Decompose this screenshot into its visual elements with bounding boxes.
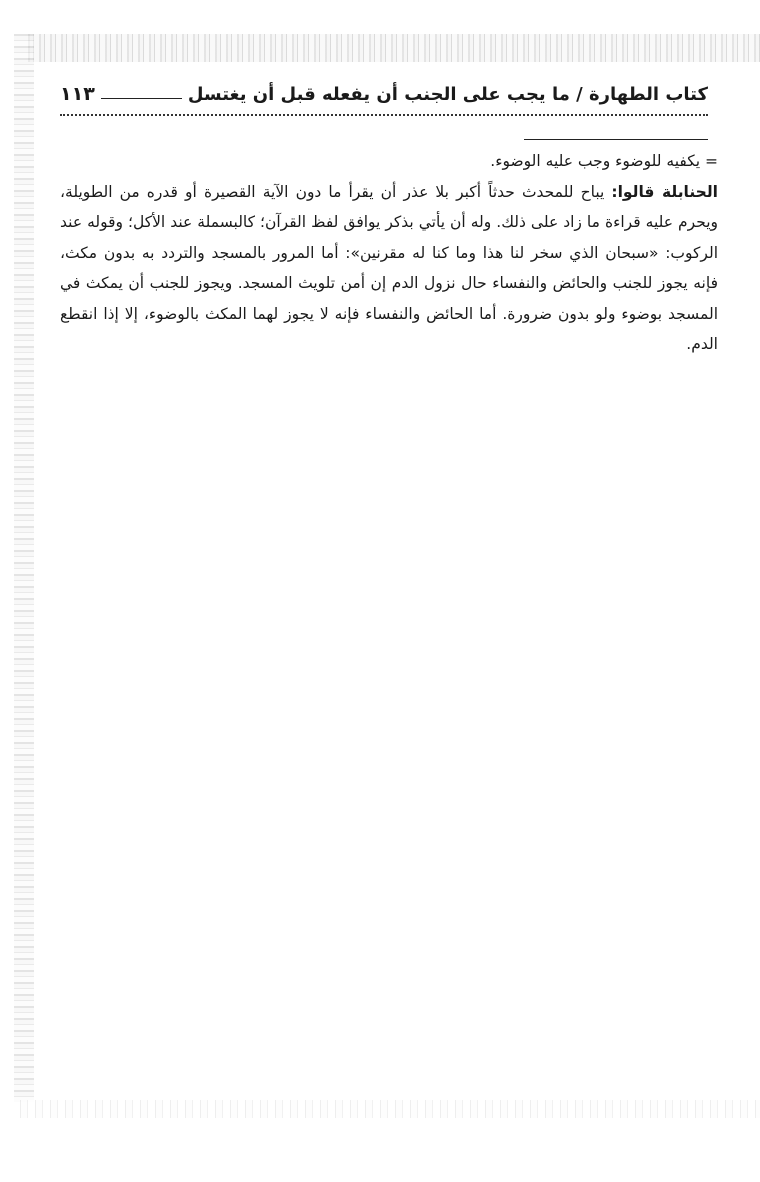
hanbali-paragraph: [60, 177, 718, 360]
running-title: كتاب الطهارة / ما يجب على الجنب أن يفعله قبل أن يغتسل: [187, 83, 708, 105]
footnote-rule: [524, 139, 708, 140]
section-body: يباح للمحدث حدثاً أكبر بلا عذر أن يقرأ ما دون الآية القصيرة أو قدره من الطويلة، ويحرم عليه قراءة ما زاد على ذلك. وله أن يأتي بذكر يوافق لفظ القرآن؛ كالبسملة عند الأكل؛ وقوله عند الركوب: «سبحان الذي سخر لنا هذا وما كنا له مقرنين»: أما المرور بالمسجد والتردد به بدون مكث، فإنه يجوز للجنب والحائض والنفساء حال نزول الدم إن أمن تلويث المسجد. ويجوز للجنب أن يمكث في المسجد بوضوء ولو بدون ضرورة. أما الحائض والنفساء فإنه لا يجوز لهما المكث بالوضوء، إلا إذا انقطع الدم.: [60, 182, 718, 353]
dotted-separator: [60, 114, 708, 116]
main-text: [60, 146, 718, 360]
scan-border-left: [14, 34, 34, 1102]
page-number: ١١٣: [60, 83, 95, 105]
continuation-line: = يكفيه للوضوء وجب عليه الوضوء.: [490, 152, 718, 170]
scan-border-top: [28, 34, 760, 62]
header-rule: [101, 98, 182, 99]
scan-border-bottom: [20, 1100, 760, 1118]
section-heading: الحنابلة قالوا:: [611, 182, 718, 201]
page-header: [60, 74, 708, 114]
